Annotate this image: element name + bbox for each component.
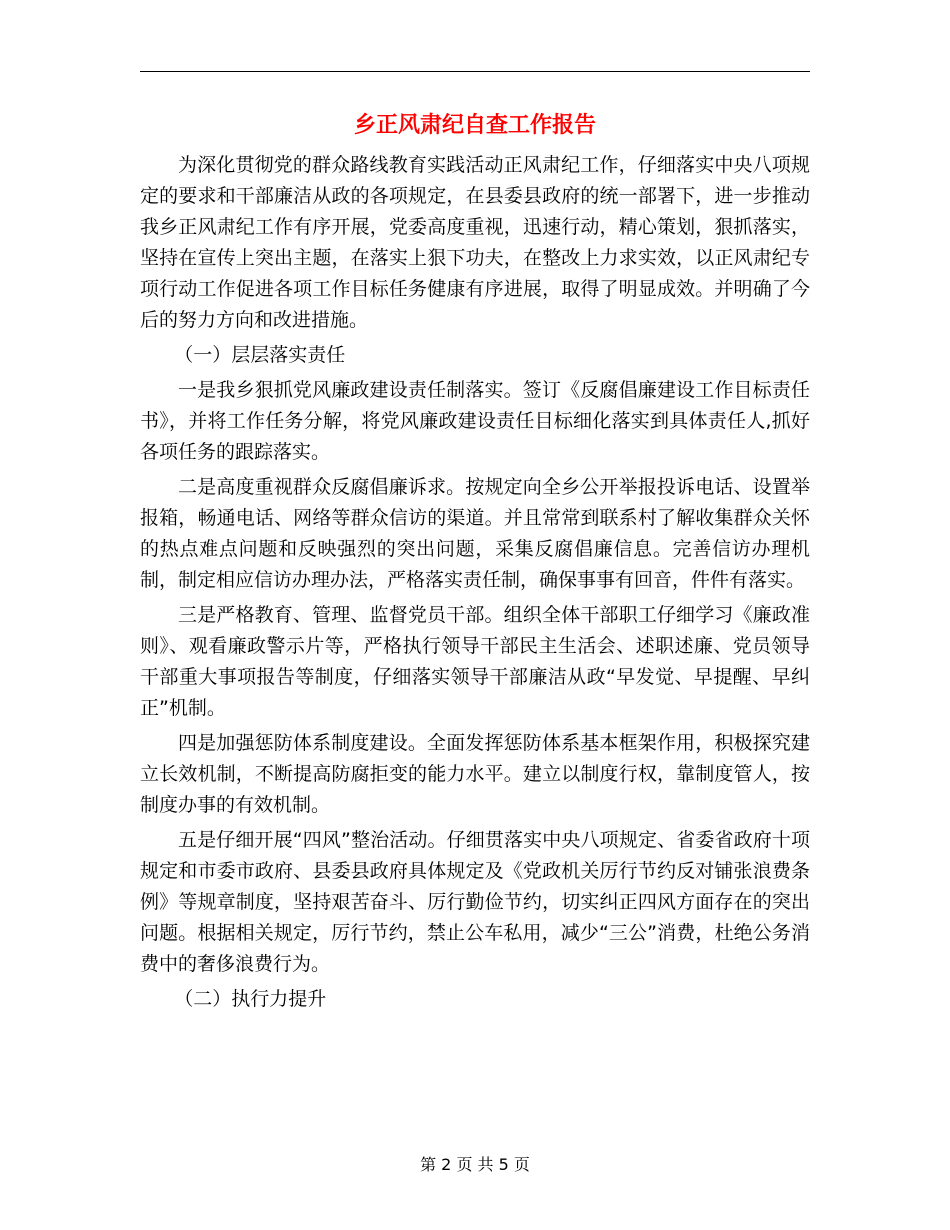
body-paragraph-4: 四是加强惩防体系制度建设。全面发挥惩防体系基本框架作用，积极探究建立长效机制，不断提高防腐拒变的能力水平。建立以制度行权，靠制度管人，按制度办事的有效机制。 xyxy=(140,732,810,816)
body-paragraph-5: 五是仔细开展“四风”整治活动。仔细贯落实中央八项规定、省委省政府十项规定和市委市政府、县委县政府具体规定及《党政机关厉行节约反对铺张浪费条例》等规章制度，坚持艰苦奋斗、厉行勤俭节约，切实纠正四风方面存在的突出问题。根据相关规定，厉行节约，禁止公车私用，减少“三公”消费，杜绝公务消费中的奢侈浪费行为。 xyxy=(140,829,810,975)
document-title: 乡正风肃纪自查工作报告 xyxy=(353,113,596,138)
section-heading-1: （一）层层落实责任 xyxy=(174,344,346,366)
header-rule xyxy=(140,71,810,72)
body-paragraph-2: 二是高度重视群众反腐倡廉诉求。按规定向全乡公开举报投诉电话、设置举报箱，畅通电话、网络等群众信访的渠道。并且常常到联系村了解收集群众关怀的热点难点问题和反映强烈的突出问题，采集反腐倡廉信息。完善信访办理机制，制定相应信访办理办法，严格落实责任制，确保事事有回音，件件有落实。 xyxy=(140,476,810,591)
intro-paragraph: 为深化贯彻党的群众路线教育实践活动正风肃纪工作，仔细落实中央八项规定的要求和干部廉洁从政的各项规定，在县委县政府的统一部署下，进一步推动我乡正风肃纪工作有序开展，党委高度重视，迅速行动，精心策划，狠抓落实，坚持在宣传上突出主题，在落实上狠下功夫，在整改上力求实效，以正风肃纪专项行动工作促进各项工作目标任务健康有序进展，取得了明显成效。并明确了今后的努力方向和改进措施。 xyxy=(140,154,810,331)
body-paragraph-3: 三是严格教育、管理、监督党员干部。组织全体干部职工仔细学习《廉政准则》、观看廉政警示片等，严格执行领导干部民主生活会、述职述廉、党员领导干部重大事项报告等制度，仔细落实领导干部廉洁从政“早发觉、早提醒、早纠正”机制。 xyxy=(140,604,810,719)
page-number-footer: 第 2 页 共 5 页 xyxy=(420,1155,530,1174)
body-paragraph-1: 一是我乡狠抓党风廉政建设责任制落实。签订《反腐倡廉建设工作目标责任书》，并将工作任务分解，将党风廉政建设责任目标细化落实到具体责任人,抓好各项任务的跟踪落实。 xyxy=(140,379,810,463)
document-body xyxy=(140,150,810,1015)
section-heading-2: （二）执行力提升 xyxy=(174,988,327,1010)
